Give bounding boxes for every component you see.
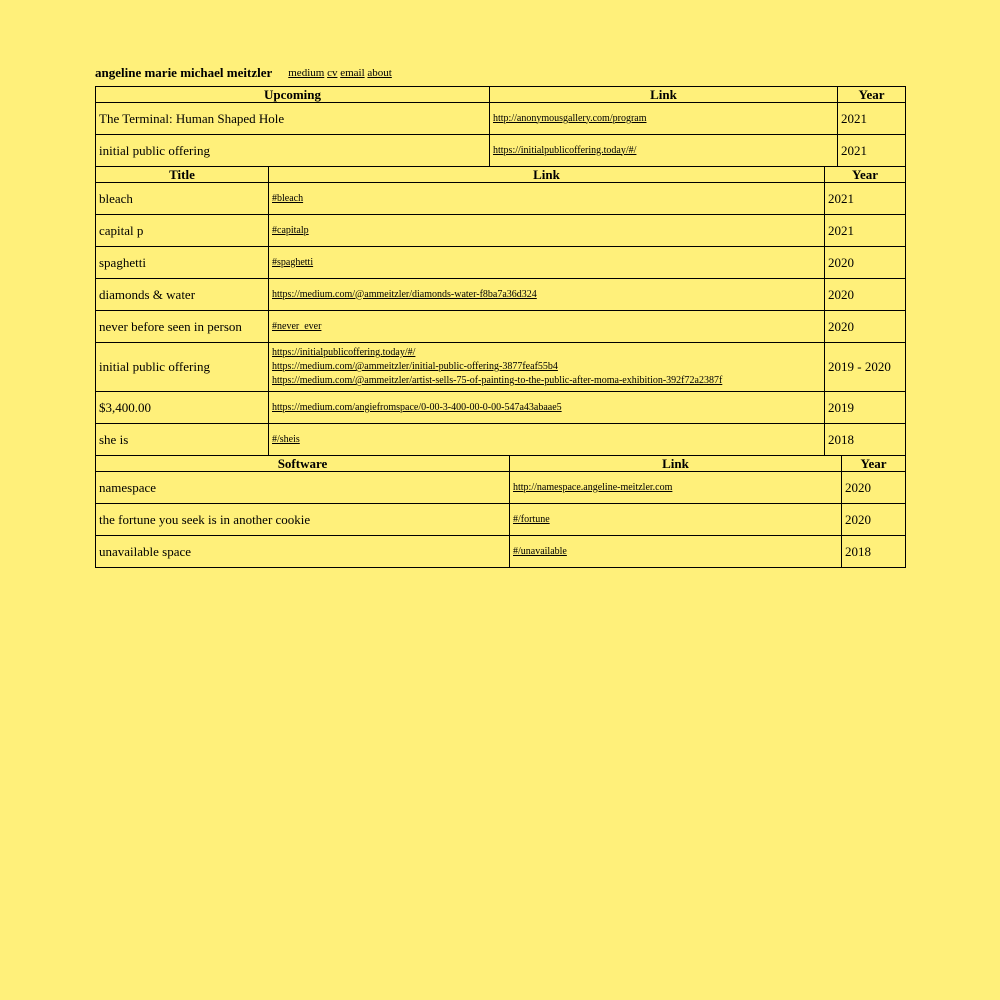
row-year: 2020 <box>842 504 906 536</box>
row-links <box>490 103 838 135</box>
table-row <box>96 311 906 343</box>
row-title: she is <box>96 424 269 456</box>
table-row <box>96 103 906 135</box>
site-header <box>95 64 905 86</box>
table-row <box>96 536 906 568</box>
row-year: 2021 <box>825 215 906 247</box>
row-links <box>269 343 825 392</box>
row-links <box>269 247 825 279</box>
works-header-row <box>96 167 906 183</box>
software-column-header: Software <box>96 456 510 472</box>
row-link[interactable]: https://medium.com/@ammeitzler/diamonds-water-f8ba7a36d324 <box>272 288 537 300</box>
nav-links <box>288 64 392 81</box>
row-link[interactable]: http://anonymousgallery.com/program <box>493 112 647 124</box>
works-column-header: Year <box>825 167 906 183</box>
row-links <box>269 279 825 311</box>
software-column-header: Link <box>510 456 842 472</box>
software-column-header: Year <box>842 456 906 472</box>
row-year: 2020 <box>825 279 906 311</box>
row-year: 2019 - 2020 <box>825 343 906 392</box>
row-title: diamonds & water <box>96 279 269 311</box>
upcoming-header-row <box>96 87 906 103</box>
row-year: 2021 <box>825 183 906 215</box>
software-header-row <box>96 456 906 472</box>
row-link[interactable]: http://namespace.angeline-meitzler.com <box>513 481 673 493</box>
nav-link-email[interactable]: email <box>340 67 365 79</box>
row-link[interactable]: #capitalp <box>272 224 309 236</box>
row-link[interactable]: #never_ever <box>272 320 322 332</box>
row-link[interactable]: #/sheis <box>272 433 300 445</box>
table-row <box>96 392 906 424</box>
row-links <box>490 135 838 167</box>
row-year: 2021 <box>838 135 906 167</box>
row-links <box>269 424 825 456</box>
row-link[interactable]: https://medium.com/@ammeitzler/artist-sells-75-of-painting-to-the-public-after-moma-exhibition-392f72a2387f <box>272 375 723 386</box>
table-row <box>96 424 906 456</box>
row-title: namespace <box>96 472 510 504</box>
row-year: 2020 <box>825 311 906 343</box>
upcoming-column-header: Year <box>838 87 906 103</box>
row-links <box>269 183 825 215</box>
table-row <box>96 504 906 536</box>
row-title: initial public offering <box>96 343 269 392</box>
row-title: The Terminal: Human Shaped Hole <box>96 103 490 135</box>
table-row <box>96 279 906 311</box>
table-row <box>96 183 906 215</box>
row-links <box>510 536 842 568</box>
works-table <box>95 166 906 456</box>
row-link[interactable]: https://initialpublicoffering.today/#/ <box>493 144 637 156</box>
software-table <box>95 455 906 568</box>
row-title: bleach <box>96 183 269 215</box>
row-links <box>269 215 825 247</box>
row-links <box>269 392 825 424</box>
row-links <box>510 504 842 536</box>
works-column-header: Title <box>96 167 269 183</box>
row-title: capital p <box>96 215 269 247</box>
row-links <box>510 472 842 504</box>
row-year: 2020 <box>842 472 906 504</box>
row-link[interactable]: #/unavailable <box>513 545 567 557</box>
works-column-header: Link <box>269 167 825 183</box>
row-link[interactable]: https://initialpublicoffering.today/#/ <box>272 347 416 358</box>
row-link[interactable]: #spaghetti <box>272 256 314 268</box>
upcoming-column-header: Upcoming <box>96 87 490 103</box>
upcoming-column-header: Link <box>490 87 838 103</box>
row-link[interactable]: #/fortune <box>513 513 550 525</box>
row-title: never before seen in person <box>96 311 269 343</box>
table-row <box>96 247 906 279</box>
row-title: the fortune you seek is in another cookie <box>96 504 510 536</box>
row-title: spaghetti <box>96 247 269 279</box>
row-link[interactable]: https://medium.com/@ammeitzler/initial-public-offering-3877feaf55b4 <box>272 361 558 372</box>
row-year: 2018 <box>825 424 906 456</box>
table-row <box>96 343 906 392</box>
nav-link-about[interactable]: about <box>367 67 392 79</box>
row-title: initial public offering <box>96 135 490 167</box>
row-link[interactable]: #bleach <box>272 192 304 204</box>
page-container <box>95 64 905 568</box>
site-name: angeline marie michael meitzler <box>95 65 273 80</box>
row-links <box>269 311 825 343</box>
row-year: 2018 <box>842 536 906 568</box>
upcoming-table <box>95 86 906 167</box>
nav-link-cv[interactable]: cv <box>327 67 338 79</box>
table-row <box>96 135 906 167</box>
row-title: $3,400.00 <box>96 392 269 424</box>
row-year: 2020 <box>825 247 906 279</box>
row-year: 2021 <box>838 103 906 135</box>
row-link[interactable]: https://medium.com/angiefromspace/0-00-3-400-00-0-00-547a43abaae5 <box>272 401 562 413</box>
nav-link-medium[interactable]: medium <box>288 67 325 79</box>
row-title: unavailable space <box>96 536 510 568</box>
row-year: 2019 <box>825 392 906 424</box>
table-row <box>96 472 906 504</box>
table-row <box>96 215 906 247</box>
